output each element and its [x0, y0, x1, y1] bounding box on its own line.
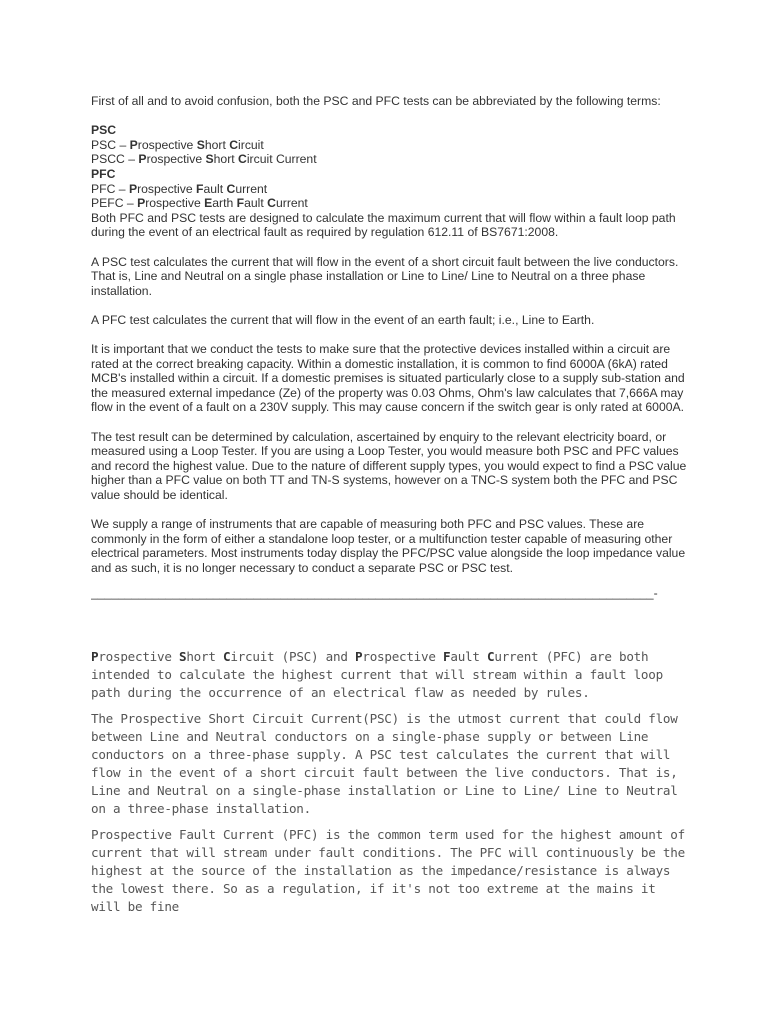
text-run: F	[236, 196, 245, 211]
pscc-definition	[91, 152, 691, 167]
text-run: P	[91, 649, 99, 664]
text-run: P	[129, 137, 138, 152]
text-run: rospective	[137, 137, 197, 152]
text-run: PSCC –	[91, 152, 139, 167]
text-run: urrent	[235, 181, 268, 196]
text-run: P	[355, 649, 363, 664]
paragraph-breaking-capacity: It is important that we conduct the tests to make sure that the protective devices installed within a circuit are rated at the correct breaking capacity. Within a domestic installation, it is common to find 6000A (6kA) rated MCB's installed within a circuit. If a domestic premises is situated particularly close to a supply sub-station and the measured external impedance (Ze) of the property was 0.03 Ohms, Ohm's law calculates that 7,666A may flow in the event of a fault on a 230V supply. This may cause concern if the switch gear is only rated at 6000A.	[91, 342, 685, 415]
text-run: C	[487, 649, 495, 664]
separator-line: ___________________________________________________________________________________-	[91, 585, 658, 600]
text-run: F	[443, 649, 451, 664]
text-run: E	[204, 196, 213, 211]
spacer	[91, 109, 691, 124]
text-run: C	[267, 196, 276, 211]
text-run: ault	[244, 196, 268, 211]
text-run: S	[205, 152, 214, 167]
text-run: C	[229, 137, 239, 152]
paragraph-instruments: We supply a range of instruments that are capable of measuring both PFC and PSC values. These are commonly in the form of either a standalone loop tester, or a multifunction tester capable of measuring other electrical parameters. Most instruments today display the PFC/PSC value alongside the loop impedance value and as such, it is no longer necessary to conduct a separate PSC or PSC test.	[91, 517, 686, 575]
text-run: hort	[213, 152, 239, 167]
text-run: arth	[212, 196, 237, 211]
document-body	[91, 94, 691, 601]
text-run: C	[238, 152, 247, 167]
text-run: PEFC –	[91, 196, 138, 211]
text-run: P	[128, 181, 138, 196]
text-run: ircuit (PSC) and	[230, 649, 356, 664]
text-run: PSC –	[91, 137, 130, 152]
text-run: rospective	[98, 649, 179, 664]
text-run: ircuit	[238, 137, 264, 152]
text-run: P	[138, 152, 147, 167]
text-run: S	[179, 649, 187, 664]
text-run: urrent	[275, 196, 308, 211]
text-run: C	[226, 181, 236, 196]
psc-heading: PSC	[91, 123, 117, 138]
text-run: rospective	[137, 181, 197, 196]
pfc-heading: PFC	[91, 166, 116, 181]
lower-paragraph-psc: The Prospective Short Circuit Current(PSC) is the utmost current that could flow between Line and Neutral conductors on a single-phase supply or between Line conductors on a three-phase supply. A PSC test calculates the current that will flow in the event of a short circuit fault between the live conductors. That is, Line and Neutral on a single-phase installation or Line to Line/ Line to Neutral on a three-phase installation.	[91, 711, 678, 816]
text-run: S	[196, 137, 205, 152]
text-run: ault	[450, 649, 488, 664]
text-run: ault	[203, 181, 227, 196]
psc-definition	[91, 138, 691, 153]
intro-paragraph: First of all and to avoid confusion, both the PSC and PFC tests can be abbreviated by the following terms:	[91, 94, 661, 108]
paragraph-psc-test: A PSC test calculates the current that will flow in the event of a short circuit fault between the live conductors. That is, Line and Neutral on a single phase installation or Line to Line/ Line to Neutral on a three phase installation.	[91, 254, 679, 298]
text-run: hort	[186, 649, 224, 664]
lower-paragraph-intro	[91, 648, 691, 702]
text-run: rospective	[146, 152, 206, 167]
lower-paragraph-pfc: Prospective Fault Current (PFC) is the common term used for the highest amount of current that will stream under fault conditions. The PFC will continuously be the highest at the source of the installation as the impedance/resistance is always the lowest there. So as a regulation, if it's not too extreme at the mains it will be fine	[91, 827, 685, 914]
text-run: PFC –	[91, 181, 129, 196]
paragraph-purpose: Both PFC and PSC tests are designed to calculate the maximum current that will flow within a fault loop path during the event of an electrical fault as required by regulation 612.11 of BS7671:2008.	[91, 210, 676, 240]
paragraph-pfc-test: A PFC test calculates the current that will flow in the event of an earth fault; i.e., Line to Earth.	[91, 312, 595, 327]
text-run: urrent (PFC) are both intended to calculate the highest current that will stream within a fault loop path during the occurrence of an electrical flaw as needed by rules.	[91, 649, 663, 700]
text-run: rospective	[145, 196, 205, 211]
text-run: hort	[204, 137, 230, 152]
pfc-definition	[91, 182, 691, 197]
pefc-definition	[91, 196, 691, 211]
lower-section	[91, 648, 691, 924]
text-run: P	[137, 196, 146, 211]
text-run: F	[196, 181, 204, 196]
text-run: ircuit Current	[246, 152, 317, 167]
text-run: rospective	[362, 649, 444, 664]
paragraph-test-result: The test result can be determined by calculation, ascertained by enquiry to the relevant electricity board, or measured using a Loop Tester. If you are using a Loop Tester, you would measure both PSC and PFC values and record the highest value. Due to the nature of different supply types, you would expect to find a PSC value higher than a PFC value on both TT and TN-S systems, however on a TNC-S system both the PFC and PSC value should be identical.	[91, 429, 687, 503]
text-run: C	[223, 649, 231, 664]
